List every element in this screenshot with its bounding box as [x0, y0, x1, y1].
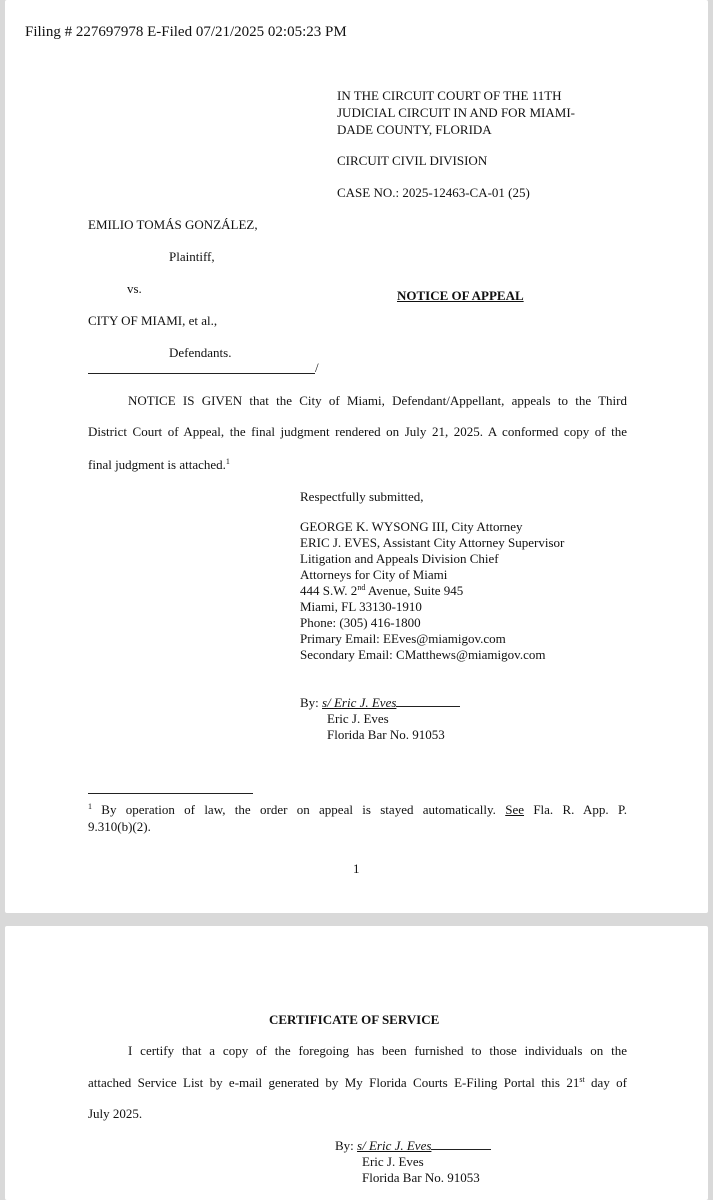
certificate-line-3: July 2025.: [88, 1106, 143, 1121]
signature-rule: [396, 695, 460, 707]
by-label: By:: [300, 695, 323, 710]
body-line-1: NOTICE IS GIVEN that the City of Miami, Defendant/Appellant, appeals to the Third: [128, 393, 627, 408]
filing-header: Filing # 227697978 E-Filed 07/21/2025 02:05:23 PM: [25, 24, 347, 40]
certificate-line-1: I certify that a copy of the foregoing has been furnished to those individuals on the: [128, 1043, 627, 1058]
footnote-line-2: 9.310(b)(2).: [88, 819, 151, 834]
sig-line-4: Attorneys for City of Miami: [300, 567, 448, 582]
cert-sig-by-line: [335, 1138, 491, 1154]
cert-by-label: By:: [335, 1138, 358, 1153]
defendant-label: Defendants.: [169, 345, 232, 360]
body-line-2: District Court of Appeal, the final judgment rendered on July 21, 2025. A conformed copy of the: [88, 424, 627, 439]
court-line-1: IN THE CIRCUIT COURT OF THE 11TH: [337, 88, 562, 103]
body-line-3-text: final judgment is attached.: [88, 457, 226, 472]
document-page-2: [5, 926, 708, 1200]
address-sup: nd: [357, 583, 366, 592]
sig-secondary-email: Secondary Email: CMatthews@miamigov.com: [300, 647, 546, 662]
bar-number: Florida Bar No. 91053: [327, 727, 445, 742]
certificate-line-2-pre: attached Service List by e-mail generated by My Florida Courts E-Filing Portal this 21: [88, 1075, 580, 1090]
address-pre: 444 S.W. 2: [300, 583, 358, 598]
footnote-text-pre: By operation of law, the order on appeal is stayed automatically.: [92, 802, 506, 817]
sig-by-line: [300, 695, 460, 711]
cert-bar-number: Florida Bar No. 91053: [362, 1170, 480, 1185]
caption-end: /: [315, 360, 319, 375]
sig-phone: Phone: (305) 416-1800: [300, 615, 421, 630]
cert-e-signature: s/ Eric J. Eves: [357, 1138, 432, 1153]
footnote-see: See: [505, 802, 525, 817]
certificate-line-2-sup: st: [579, 1075, 585, 1084]
certificate-title: CERTIFICATE OF SERVICE: [269, 1012, 440, 1027]
document-title: NOTICE OF APPEAL: [397, 288, 524, 303]
plaintiff-name: EMILIO TOMÁS GONZÁLEZ,: [88, 217, 258, 232]
page-number: 1: [353, 861, 360, 876]
case-number: CASE NO.: 2025-12463-CA-01 (25): [337, 185, 530, 200]
plaintiff-label: Plaintiff,: [169, 249, 215, 264]
versus: vs.: [127, 281, 142, 296]
footnote-line-1: [88, 802, 627, 818]
e-signature: s/ Eric J. Eves: [322, 695, 397, 710]
address-line: [300, 583, 463, 599]
body-line-3: [88, 457, 230, 473]
sig-city: Miami, FL 33130-1910: [300, 599, 422, 614]
signer-name: Eric J. Eves: [327, 711, 389, 726]
sig-line-2: ERIC J. EVES, Assistant City Attorney Supervisor: [300, 535, 565, 550]
court-line-2: JUDICIAL CIRCUIT IN AND FOR MIAMI-: [337, 105, 575, 120]
caption-rule: [88, 373, 315, 374]
sig-primary-email: Primary Email: EEves@miamigov.com: [300, 631, 506, 646]
sig-line-1: GEORGE K. WYSONG III, City Attorney: [300, 519, 523, 534]
cert-signer-name: Eric J. Eves: [362, 1154, 424, 1169]
footnote-separator: [88, 793, 253, 794]
footnote-ref: 1: [225, 457, 230, 466]
sig-line-3: Litigation and Appeals Division Chief: [300, 551, 499, 566]
cert-signature-rule: [431, 1138, 491, 1150]
certificate-line-2: [88, 1075, 627, 1091]
footnote-number: 1: [88, 802, 92, 811]
address-post: Avenue, Suite 945: [365, 583, 464, 598]
document-page-1: [5, 0, 708, 913]
certificate-line-2-post: day of: [584, 1075, 628, 1090]
footnote-text-post: Fla. R. App. P.: [524, 802, 627, 817]
closing: Respectfully submitted,: [300, 489, 424, 504]
defendant-name: CITY OF MIAMI, et al.,: [88, 313, 218, 328]
court-line-3: DADE COUNTY, FLORIDA: [337, 122, 492, 137]
division: CIRCUIT CIVIL DIVISION: [337, 153, 488, 168]
